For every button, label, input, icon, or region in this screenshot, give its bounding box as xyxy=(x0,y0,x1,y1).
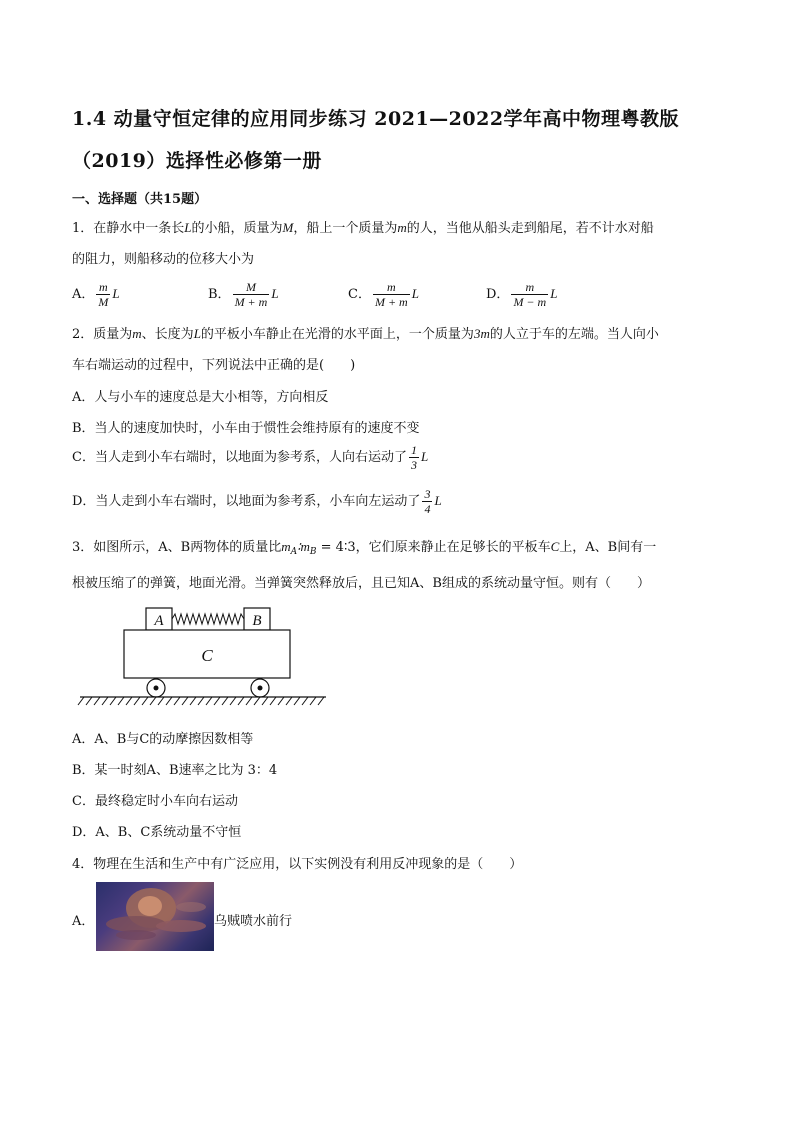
q4-option-a-label[interactable]: A． xyxy=(72,914,95,929)
q2-option-d[interactable]: D．当人走到小车右端时，以地面为参考系，小车向左运动了 $\frac{3}{4}$ L xyxy=(72,487,442,516)
q1-option-b[interactable]: B． $\frac{M}{M + m}$ L xyxy=(208,280,279,309)
ground-hatch xyxy=(78,697,324,705)
q3-option-c[interactable]: C．最终稳定时小车向右运动 xyxy=(72,794,238,809)
q1-option-c[interactable]: C． $\frac{m}{M + m}$ L xyxy=(348,280,419,309)
q4-option-a-caption: 乌贼喷水前行 xyxy=(214,914,293,929)
q3-option-b[interactable]: B．某一时刻A、B速率之比为 3：4 xyxy=(72,763,278,778)
q3-diagram xyxy=(76,604,328,712)
q4-line1: 4．物理在生活和生产中有广泛应用，以下实例没有利用反冲现象的是（ ） xyxy=(72,857,523,872)
document-title-line2: （2019）选择性必修第一册 xyxy=(72,150,322,172)
q3-option-d[interactable]: D．A、B、C系统动量不守恒 xyxy=(72,825,242,840)
squid-photo xyxy=(96,882,214,951)
q1-option-d-fraction: $\frac{m}{M - m}$ xyxy=(513,280,547,309)
q1-option-a-fraction: $\frac{m}{M}$ xyxy=(98,280,109,309)
q2-option-b[interactable]: B．当人的速度加快时，小车由于惯性会维持原有的速度不变 xyxy=(72,421,420,436)
q1-line2: 的阻力，则船移动的位移大小为 xyxy=(72,252,255,267)
q2-option-c[interactable]: C．当人走到小车右端时，以地面为参考系，人向右运动了 $\frac{1}{3}$ L xyxy=(72,443,429,472)
label-a: A xyxy=(154,613,164,629)
spring-icon xyxy=(172,614,244,624)
q3-line1: 3．如图所示，A、B两物体的质量比$m_A∶m_B$ = 4∶3，它们原来静止在足够长的平板车C上，A、B间有一 xyxy=(72,539,657,557)
q3-line2: 根被压缩了的弹簧，地面光滑。当弹簧突然释放后，且已知A、B组成的系统动量守恒。则有（ ） xyxy=(72,576,650,591)
q1-line1: 1．在静水中一条长L的小船，质量为M，船上一个质量为m的人，当他从船头走到船尾，若不计水对船 xyxy=(72,220,654,236)
label-b: B xyxy=(252,613,262,629)
q2-line1: 2．质量为m、长度为L的平板小车静止在光滑的水平面上，一个质量为3m的人立于车的左端。当人向小 xyxy=(72,326,659,342)
q1-option-b-fraction: $\frac{M}{M + m}$ xyxy=(234,280,268,309)
q1-option-d[interactable]: D． $\frac{m}{M - m}$ L xyxy=(486,280,558,309)
label-c: C xyxy=(201,646,213,665)
q3-option-a[interactable]: A．A、B与C的动摩擦因数相等 xyxy=(72,732,254,747)
q2-option-a[interactable]: A．人与小车的速度总是大小相等，方向相反 xyxy=(72,390,329,405)
q2-line2: 车右端运动的过程中，下列说法中正确的是( ) xyxy=(72,358,356,373)
section-heading: 一、选择题（共15题） xyxy=(72,192,208,207)
q1-option-a[interactable]: A． $\frac{m}{M}$ L xyxy=(72,280,120,309)
document-title-line1: 1.4 动量守恒定律的应用同步练习 2021—2022学年高中物理粤教版 xyxy=(72,108,680,130)
q1-option-c-fraction: $\frac{m}{M + m}$ xyxy=(374,280,408,309)
